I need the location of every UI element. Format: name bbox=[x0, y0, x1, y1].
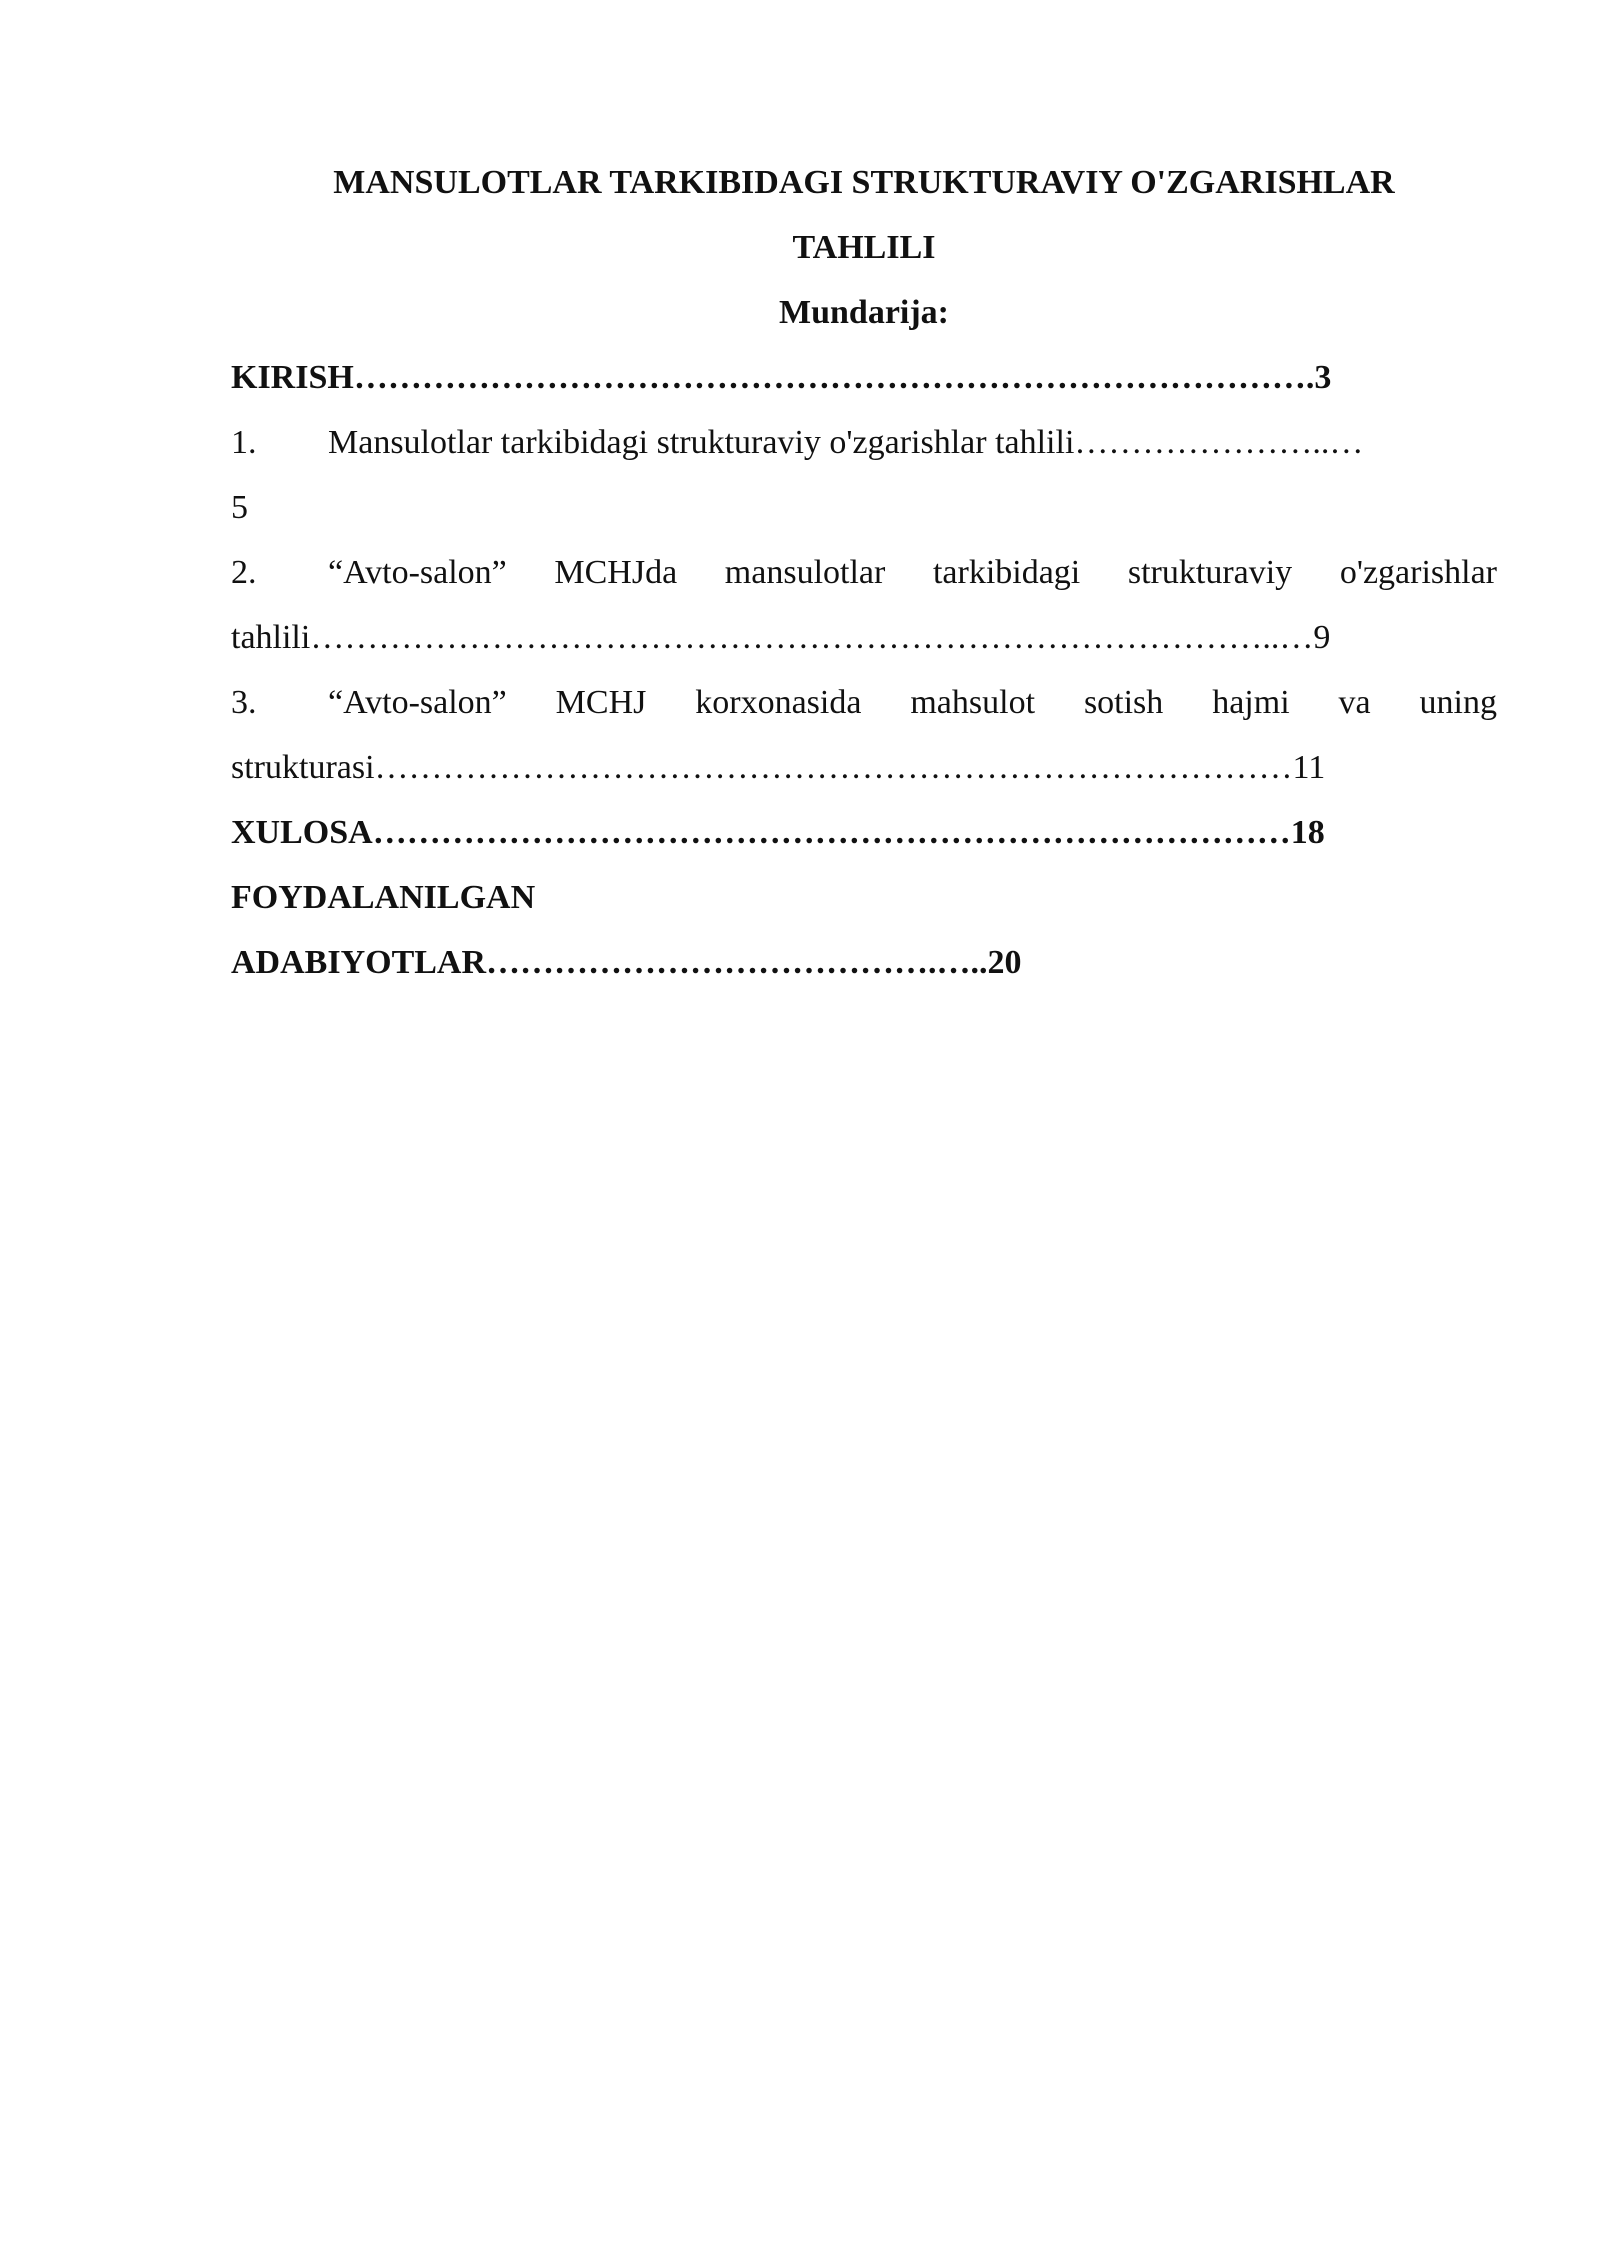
toc-entry-2-continuation: tahlili…………………………………………………………………………..…9 bbox=[231, 619, 1331, 656]
toc-entry-3-number: 3. bbox=[231, 684, 257, 721]
toc-entry-2-number: 2. bbox=[231, 554, 257, 591]
toc-entry-2-text: “Avto-salon” MCHJda mansulotlar tarkibidagi strukturaviy o'zgarishlar bbox=[328, 554, 1497, 591]
toc-entry-3-continuation: strukturasi………………………………………………………………………11 bbox=[231, 749, 1326, 786]
toc-heading: Mundarija: bbox=[779, 294, 949, 331]
toc-entry-3 bbox=[231, 670, 1497, 735]
toc-entry-2 bbox=[231, 540, 1497, 605]
toc-entry-1-number: 1. bbox=[231, 424, 257, 461]
document-title-line-1: MANSULOTLAR TARKIBIDAGI STRUKTURAVIY O'ZGARISHLAR bbox=[333, 164, 1395, 201]
toc-entry-1-page: 5 bbox=[231, 489, 248, 526]
toc-entry-kirish: KIRISH………………………………………………………………………….3 bbox=[231, 359, 1332, 396]
document-title-line-2: TAHLILI bbox=[792, 229, 936, 266]
toc-entry-adabiyotlar: ADABIYOTLAR………………………………….…..20 bbox=[231, 944, 1022, 981]
document-content bbox=[231, 150, 1497, 995]
toc-entry-xulosa: XULOSA………………………………………………………………………18 bbox=[231, 814, 1325, 851]
toc-entry-3-text: “Avto-salon” MCHJ korxonasida mahsulot sotish hajmi va uning bbox=[328, 684, 1497, 721]
toc-entry-1 bbox=[231, 410, 1497, 475]
toc-entry-1-text: Mansulotlar tarkibidagi strukturaviy o'zgarishlar tahlili…………………..… bbox=[328, 424, 1364, 461]
toc-entry-foydalanilgan: FOYDALANILGAN bbox=[231, 879, 536, 916]
